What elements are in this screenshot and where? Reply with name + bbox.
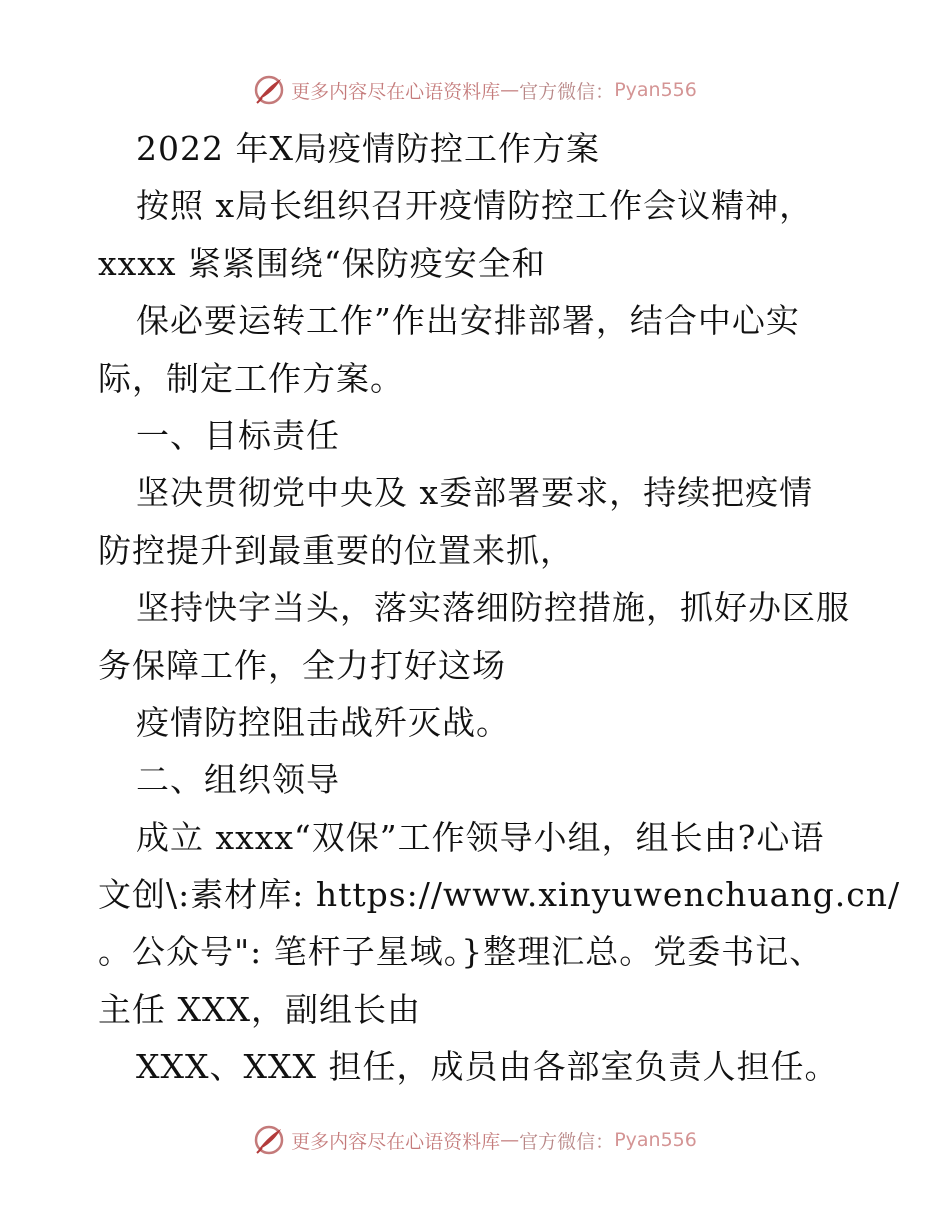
banner-separator: — <box>500 1129 520 1151</box>
document-body <box>98 120 901 1096</box>
document-line: 务保障工作，全力打好这场 <box>98 645 506 685</box>
banner-wechat-label: 官方微信： <box>519 80 615 103</box>
document-line: 坚持快字当头，落实落细防控措施，抓好办区服 <box>136 588 850 628</box>
banner-brand-text: 更多内容尽在心语资料库 <box>291 80 501 103</box>
footer-watermark-banner <box>0 1120 950 1160</box>
document-line: 。公众号": 笔杆子星域。}整理汇总。党委书记、 <box>98 932 824 972</box>
document-line: 保必要运转工作”作出安排部署，结合中心实 <box>136 301 800 341</box>
feather-quill-logo-icon <box>253 74 285 106</box>
document-line: 二、组织领导 <box>136 760 340 800</box>
document-line: 坚决贯彻党中央及 x委部署要求，持续把疫情 <box>136 473 814 513</box>
banner-wechat-id: Pyan556 <box>614 1129 697 1151</box>
banner-separator: — <box>500 79 520 101</box>
banner-wechat-label: 官方微信： <box>519 1130 615 1153</box>
document-line: 疫情防控阻击战歼灭战。 <box>136 702 510 742</box>
document-line: 防控提升到最重要的位置来抓， <box>98 530 574 570</box>
document-line: 2022 年X局疫情防控工作方案 <box>136 129 600 168</box>
banner-wechat-id: Pyan556 <box>614 79 697 101</box>
document-line: 一、目标责任 <box>136 415 340 455</box>
header-watermark-banner <box>0 70 950 110</box>
document-line: 文创\:素材库: https://www.xinyuwenchuang.cn/ <box>98 875 901 915</box>
banner-brand-text: 更多内容尽在心语资料库 <box>291 1130 501 1153</box>
document-line: 际，制定工作方案。 <box>98 358 404 398</box>
document-line: XXX、XXX 担任，成员由各部室负责人担任。 <box>136 1047 839 1087</box>
document-line: 成立 xxxx“双保”工作领导小组，组长由?心语 <box>136 817 825 857</box>
document-line: 主任 XXX，副组长由 <box>98 989 421 1029</box>
document-line: xxxx 紧紧围绕“保防疫安全和 <box>98 243 546 283</box>
feather-quill-logo-icon <box>253 1124 285 1156</box>
document-line: 按照 x局长组织召开疫情防控工作会议精神， <box>136 186 814 226</box>
